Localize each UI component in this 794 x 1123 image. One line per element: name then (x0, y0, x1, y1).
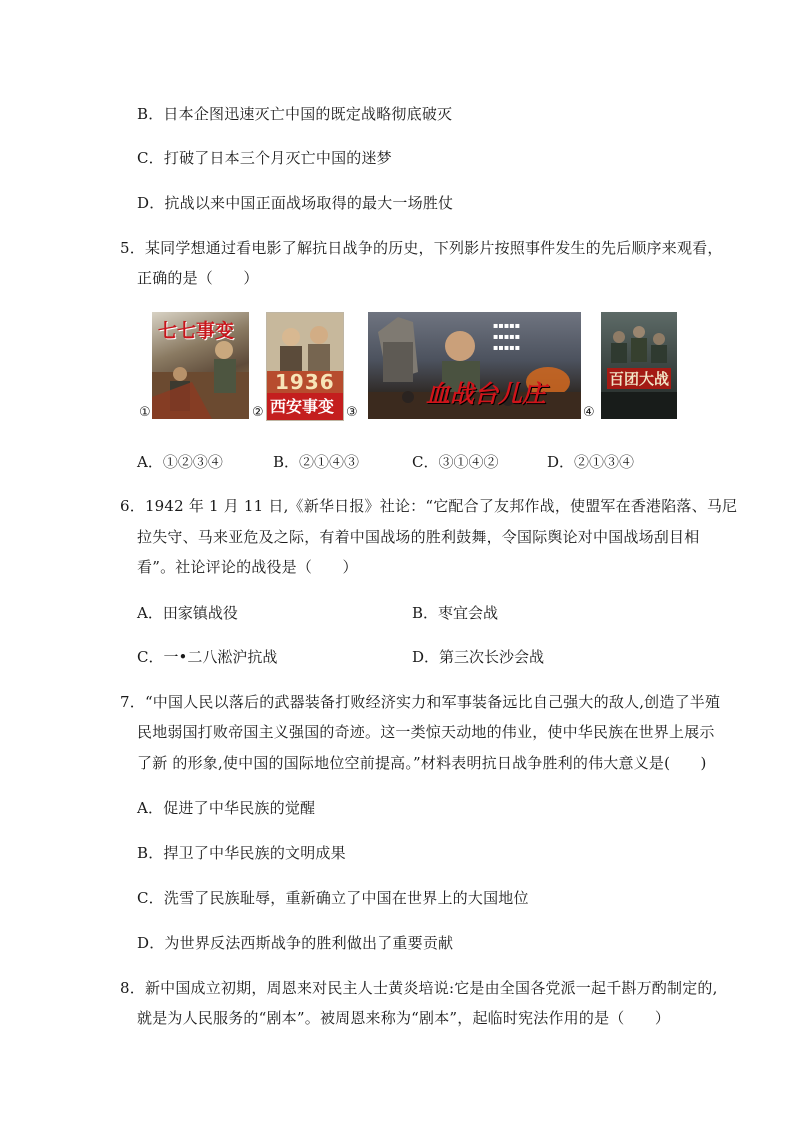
q6-stem-line2: 拉失守、马来亚危及之际，有着中国战场的胜利鼓舞，令国际舆论对中国战场刮目相 (137, 528, 700, 546)
poster-title-4: 百团大战 (609, 370, 670, 388)
q7-option-b: B．捍卫了中华民族的文明成果 (137, 844, 346, 862)
q6-option-d: D．第三次长沙会战 (412, 648, 545, 666)
q6-stem-line3: 看”。社论评论的战役是（ ） (137, 558, 358, 576)
q5-option-a: A．①②③④ (137, 453, 223, 471)
poster-xian-shibian (266, 312, 344, 421)
q7-stem-line1: 7．“中国人民以落后的武器装备打败经济实力和军事装备远比自己强大的敌人,创造了半殖 (120, 693, 721, 711)
q5-option-d: D．②①③④ (547, 453, 635, 471)
q6-option-c: C．一•二八淞沪抗战 (137, 648, 278, 666)
q5-option-c: C．③①④② (412, 453, 499, 471)
q4-option-d: D．抗战以来中国正面战场取得的最大一场胜仗 (137, 194, 454, 212)
q4-option-c: C．打破了日本三个月灭亡中国的迷梦 (137, 149, 392, 167)
q8-stem-line2: 就是为人民服务的“剧本”。被周恩来称为“剧本”，起临时宪法作用的是（ ） (137, 1009, 671, 1027)
q7-stem-line2: 民地弱国打败帝国主义强国的奇迹。这一类惊天动地的伟业，使中华民族在世界上展示 (137, 723, 715, 741)
poster-number-4: ④ (583, 405, 595, 420)
q7-option-d: D．为世界反法西斯战争的胜利做出了重要贡献 (137, 934, 454, 952)
poster-year: 1936 (275, 370, 335, 394)
poster-credits: ▪▪▪▪▪ ▪▪▪▪▪ ▪▪▪▪▪ (493, 321, 521, 352)
q7-option-c: C．洗雪了民族耻辱，重新确立了中国在世界上的大国地位 (137, 889, 529, 907)
q7-option-a: A．促进了中华民族的觉醒 (137, 799, 316, 817)
q6-stem-line1: 6．1942 年 1 月 11 日,《新华日报》社论：“它配合了友邦作战，使盟军在香港陷落、马尼 (120, 497, 738, 515)
q8-stem-line1: 8．新中国成立初期，周恩来对民主人士黄炎培说:它是由全国各党派一起千斟万酌制定的, (120, 979, 718, 997)
q7-stem-line3: 了新 的形象,使中国的国际地位空前提高。”材料表明抗日战争胜利的伟大意义是( ) (137, 754, 707, 772)
q5-stem-line2: 正确的是（ ） (137, 269, 259, 287)
poster-number-1: ① (139, 405, 151, 420)
poster-qiqi-shibian (152, 312, 249, 419)
q6-option-a: A．田家镇战役 (137, 604, 238, 622)
poster-title-1: 七七事变 (158, 320, 235, 342)
poster-baituan-dazhan (601, 312, 677, 419)
q6-option-b: B．枣宜会战 (412, 604, 499, 622)
q4-option-b: B．日本企图迅速灭亡中国的既定战略彻底破灭 (137, 105, 453, 123)
q5-option-b: B．②①④③ (273, 453, 360, 471)
poster-number-3: ③ (346, 405, 358, 420)
q5-stem-line1: 5．某同学想通过看电影了解抗日战争的历史，下列影片按照事件发生的先后顺序来观看， (120, 239, 723, 257)
poster-xuezhan-taierzhuang (368, 312, 581, 419)
poster-number-2: ② (252, 405, 264, 420)
poster-title-2: 西安事变 (270, 397, 335, 416)
poster-title-3: 血战台儿庄 (426, 380, 546, 408)
